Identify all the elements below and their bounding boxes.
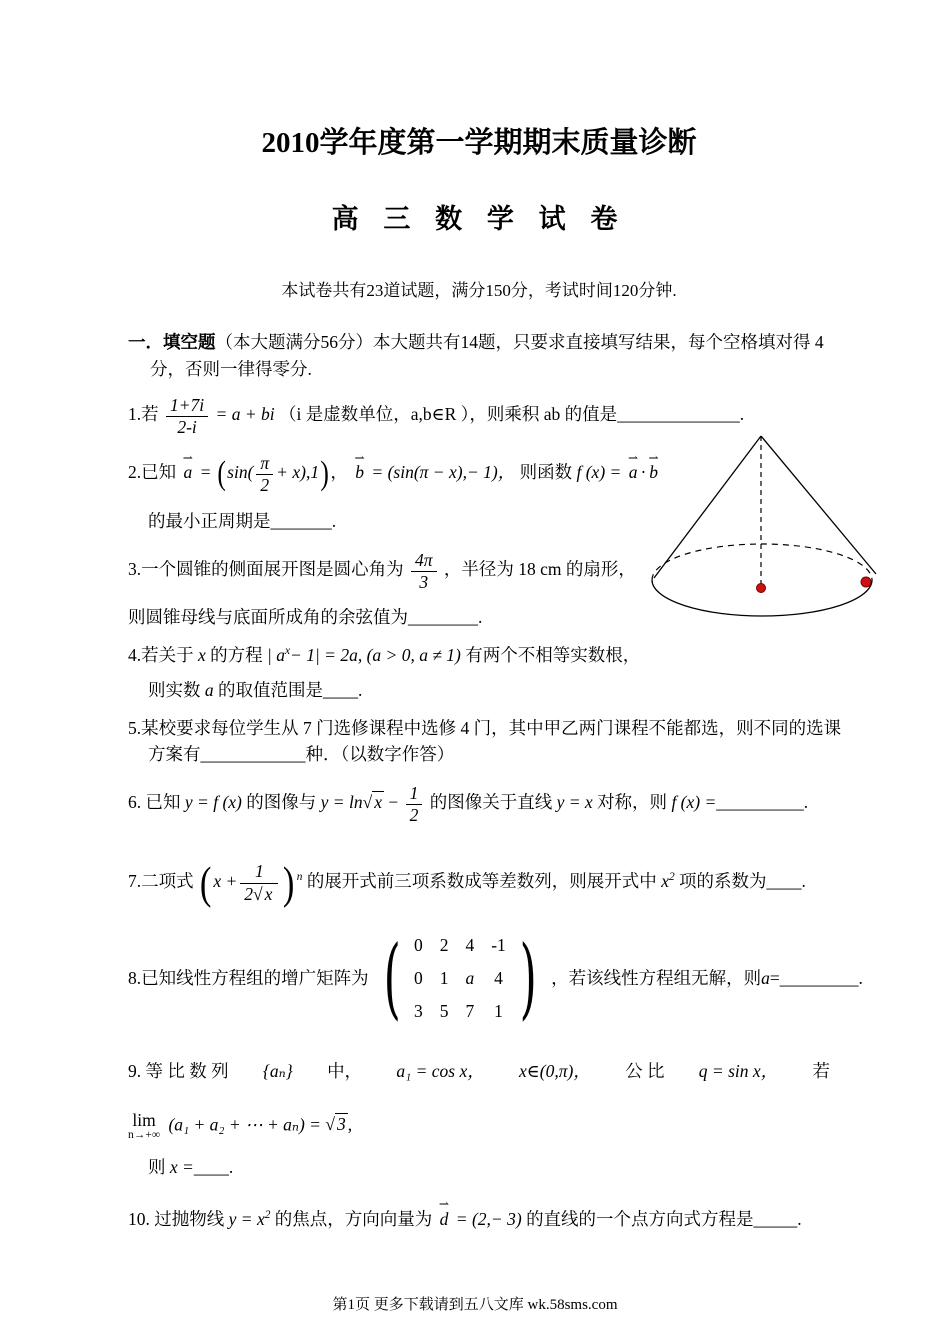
question-2: 2.已知 ⇀ a = (sin( $\frac{\pi}{2}$ + x),1)， ⇀ b = (sin(π − x),− 1)， 则函数 f (x) = ⇀ a · ⇀ b [128, 450, 659, 496]
question-9-limit-line: lim n→+∞ (a₁ + a₂ + ⋯ + aₙ) = √ 3 , [128, 1109, 353, 1141]
answer-blank: ____. [193, 1156, 234, 1177]
cone-right-edge [761, 436, 876, 574]
sequence-set: {aₙ} [262, 1061, 293, 1082]
left-paren: ( [199, 856, 212, 908]
cone-drawing [648, 428, 893, 633]
section-heading [128, 329, 830, 356]
base-edge-dot [861, 577, 871, 587]
q1-note: （i 是虚数单位，a,b∈R ），则乘积 ab 的值是 [279, 404, 618, 425]
base-center-dot [757, 584, 766, 593]
augmented-matrix: ( 0 2 4 -1 0 1 a 4 3 5 7 1 ) [383, 926, 537, 1030]
exponent: n [296, 870, 303, 883]
page-footer: 第1页 更多下载请到五八文库 wk.58sms.com [332, 1297, 618, 1313]
sqrt-x: √ x [253, 883, 273, 904]
vector-b: ⇀ b [648, 450, 659, 483]
vector-arrow-icon: ⇀ [648, 450, 659, 465]
vector-d: ⇀ d [438, 1197, 450, 1229]
right-paren: ) [320, 455, 329, 493]
q1-fraction: $\frac{1+7i}{2-i}$ [166, 395, 208, 437]
q3-fraction: $\frac{4\pi}{3}$ [411, 550, 437, 592]
q2-fraction: $\frac{\pi}{2}$ [256, 453, 273, 495]
radical-icon: √ [362, 792, 373, 813]
q3-text: 3.一个圆锥的侧面展开图是圆心角为 [128, 558, 404, 579]
q1-text: 1.若 [128, 404, 159, 425]
question-9-line3: 则 x =____. [148, 1156, 234, 1177]
q6-fraction: $\frac{1}{2}$ [406, 783, 423, 825]
vector-b: ⇀ b [354, 450, 365, 483]
vector-a: ⇀ a [182, 450, 194, 483]
question-4-line2: 则实数 a 的取值范围是____. [148, 679, 363, 700]
question-4: 4.若关于 x 的方程 | $a^x- 1| = 2a$, (a > 0, a ≠ 1) 有两个不相等实数根， [128, 645, 641, 666]
section-number: 一． [128, 332, 163, 352]
section-description: （本大题满分56分）本大题共有14题，只要求直接填写结果，每个空格填对得 4 [215, 332, 824, 352]
q2-mid-text: 则函数 [519, 462, 573, 483]
answer-blank: _________. [779, 967, 863, 988]
question-2-line2: 的最小正周期是_______. [148, 510, 337, 531]
question-9: 9. 等 比 数 列 {aₙ} 中， a₁ = cos x， x∈(0,π)， 公 比 q = sin x， 若 [128, 1058, 830, 1084]
exam-subtitle: 高 三 数 学 试 卷 [331, 204, 627, 234]
question-8: 8.已知线性方程组的增广矩阵为 ( 0 2 4 -1 0 1 a 4 3 5 7 1 ) ，若该线性方程组无解，则 a = _________. [128, 926, 863, 1030]
exam-intro: 本试卷共有23道试题，满分150分，考试时间120分钟. [281, 281, 677, 300]
base-ellipse-back [652, 544, 872, 580]
exponent: 2 [668, 870, 675, 883]
section-name: 填空题 [163, 332, 216, 352]
vector-arrow-icon: ⇀ [438, 1197, 450, 1212]
cone-figure [648, 428, 893, 633]
exponent: x [284, 645, 291, 658]
question-7: 7.二项式 ( x + $\frac{1}{2√ x}$ ) $^n$ 的展开式前三项系数成等差数列，则展开式中 $x^2$ 项的系数为____. [128, 856, 806, 908]
q2-text: 2.已知 [128, 462, 177, 483]
answer-blank: ______________. [617, 404, 745, 425]
cone-left-edge [654, 436, 761, 578]
q7-fraction: $\frac{1}{2√ x}$ [240, 861, 278, 903]
question-3-line2: 则圆锥母线与底面所成角的余弦值为________. [128, 607, 483, 627]
question-5-line2: 方案有____________种．（以数字作答） [148, 744, 455, 764]
question-5: 5.某校要求每位学生从 7 门选修课程中选修 4 门，其中甲乙两门课程不能都选，则不同的选课 [128, 717, 842, 738]
vector-arrow-icon: ⇀ [627, 450, 639, 465]
vector-a: ⇀ a [627, 450, 639, 483]
question-6: 6. 已知 y = f (x) 的图像与 y = ln√ x − $\frac{1}{2}$ 的图像关于直线 y = x 对称，则 f (x) =__________. [128, 783, 809, 826]
sqrt-x: √ x [362, 792, 382, 813]
vector-arrow-icon: ⇀ [354, 450, 365, 465]
limit-operator: lim n→+∞ [128, 1109, 161, 1141]
section-heading-line2: 分，否则一律得零分. [150, 359, 312, 379]
q3-text2: ，半径为 18 cm 的扇形， [443, 558, 636, 579]
sqrt-3: √ 3 [325, 1114, 346, 1135]
exponent: 2 [264, 1208, 271, 1221]
right-paren: ) [519, 926, 537, 1030]
radical-icon: √ [253, 883, 263, 904]
q1-equation: = a + bi [215, 404, 275, 425]
question-10: 10. 过抛物线 $y = x^2$ 的焦点，方向向量为 ⇀ d = (2,− 3) 的直线的一个点方向式方程是_____. [128, 1206, 830, 1232]
exam-title: 2010学年度第一学期期末质量诊断 [261, 127, 697, 159]
left-paren: ( [383, 926, 401, 1030]
answer-blank: __________. [716, 792, 809, 813]
radical-icon: √ [325, 1114, 335, 1135]
right-paren: ) [283, 856, 295, 908]
left-paren: ( [217, 455, 226, 493]
vector-arrow-icon: ⇀ [182, 450, 194, 465]
